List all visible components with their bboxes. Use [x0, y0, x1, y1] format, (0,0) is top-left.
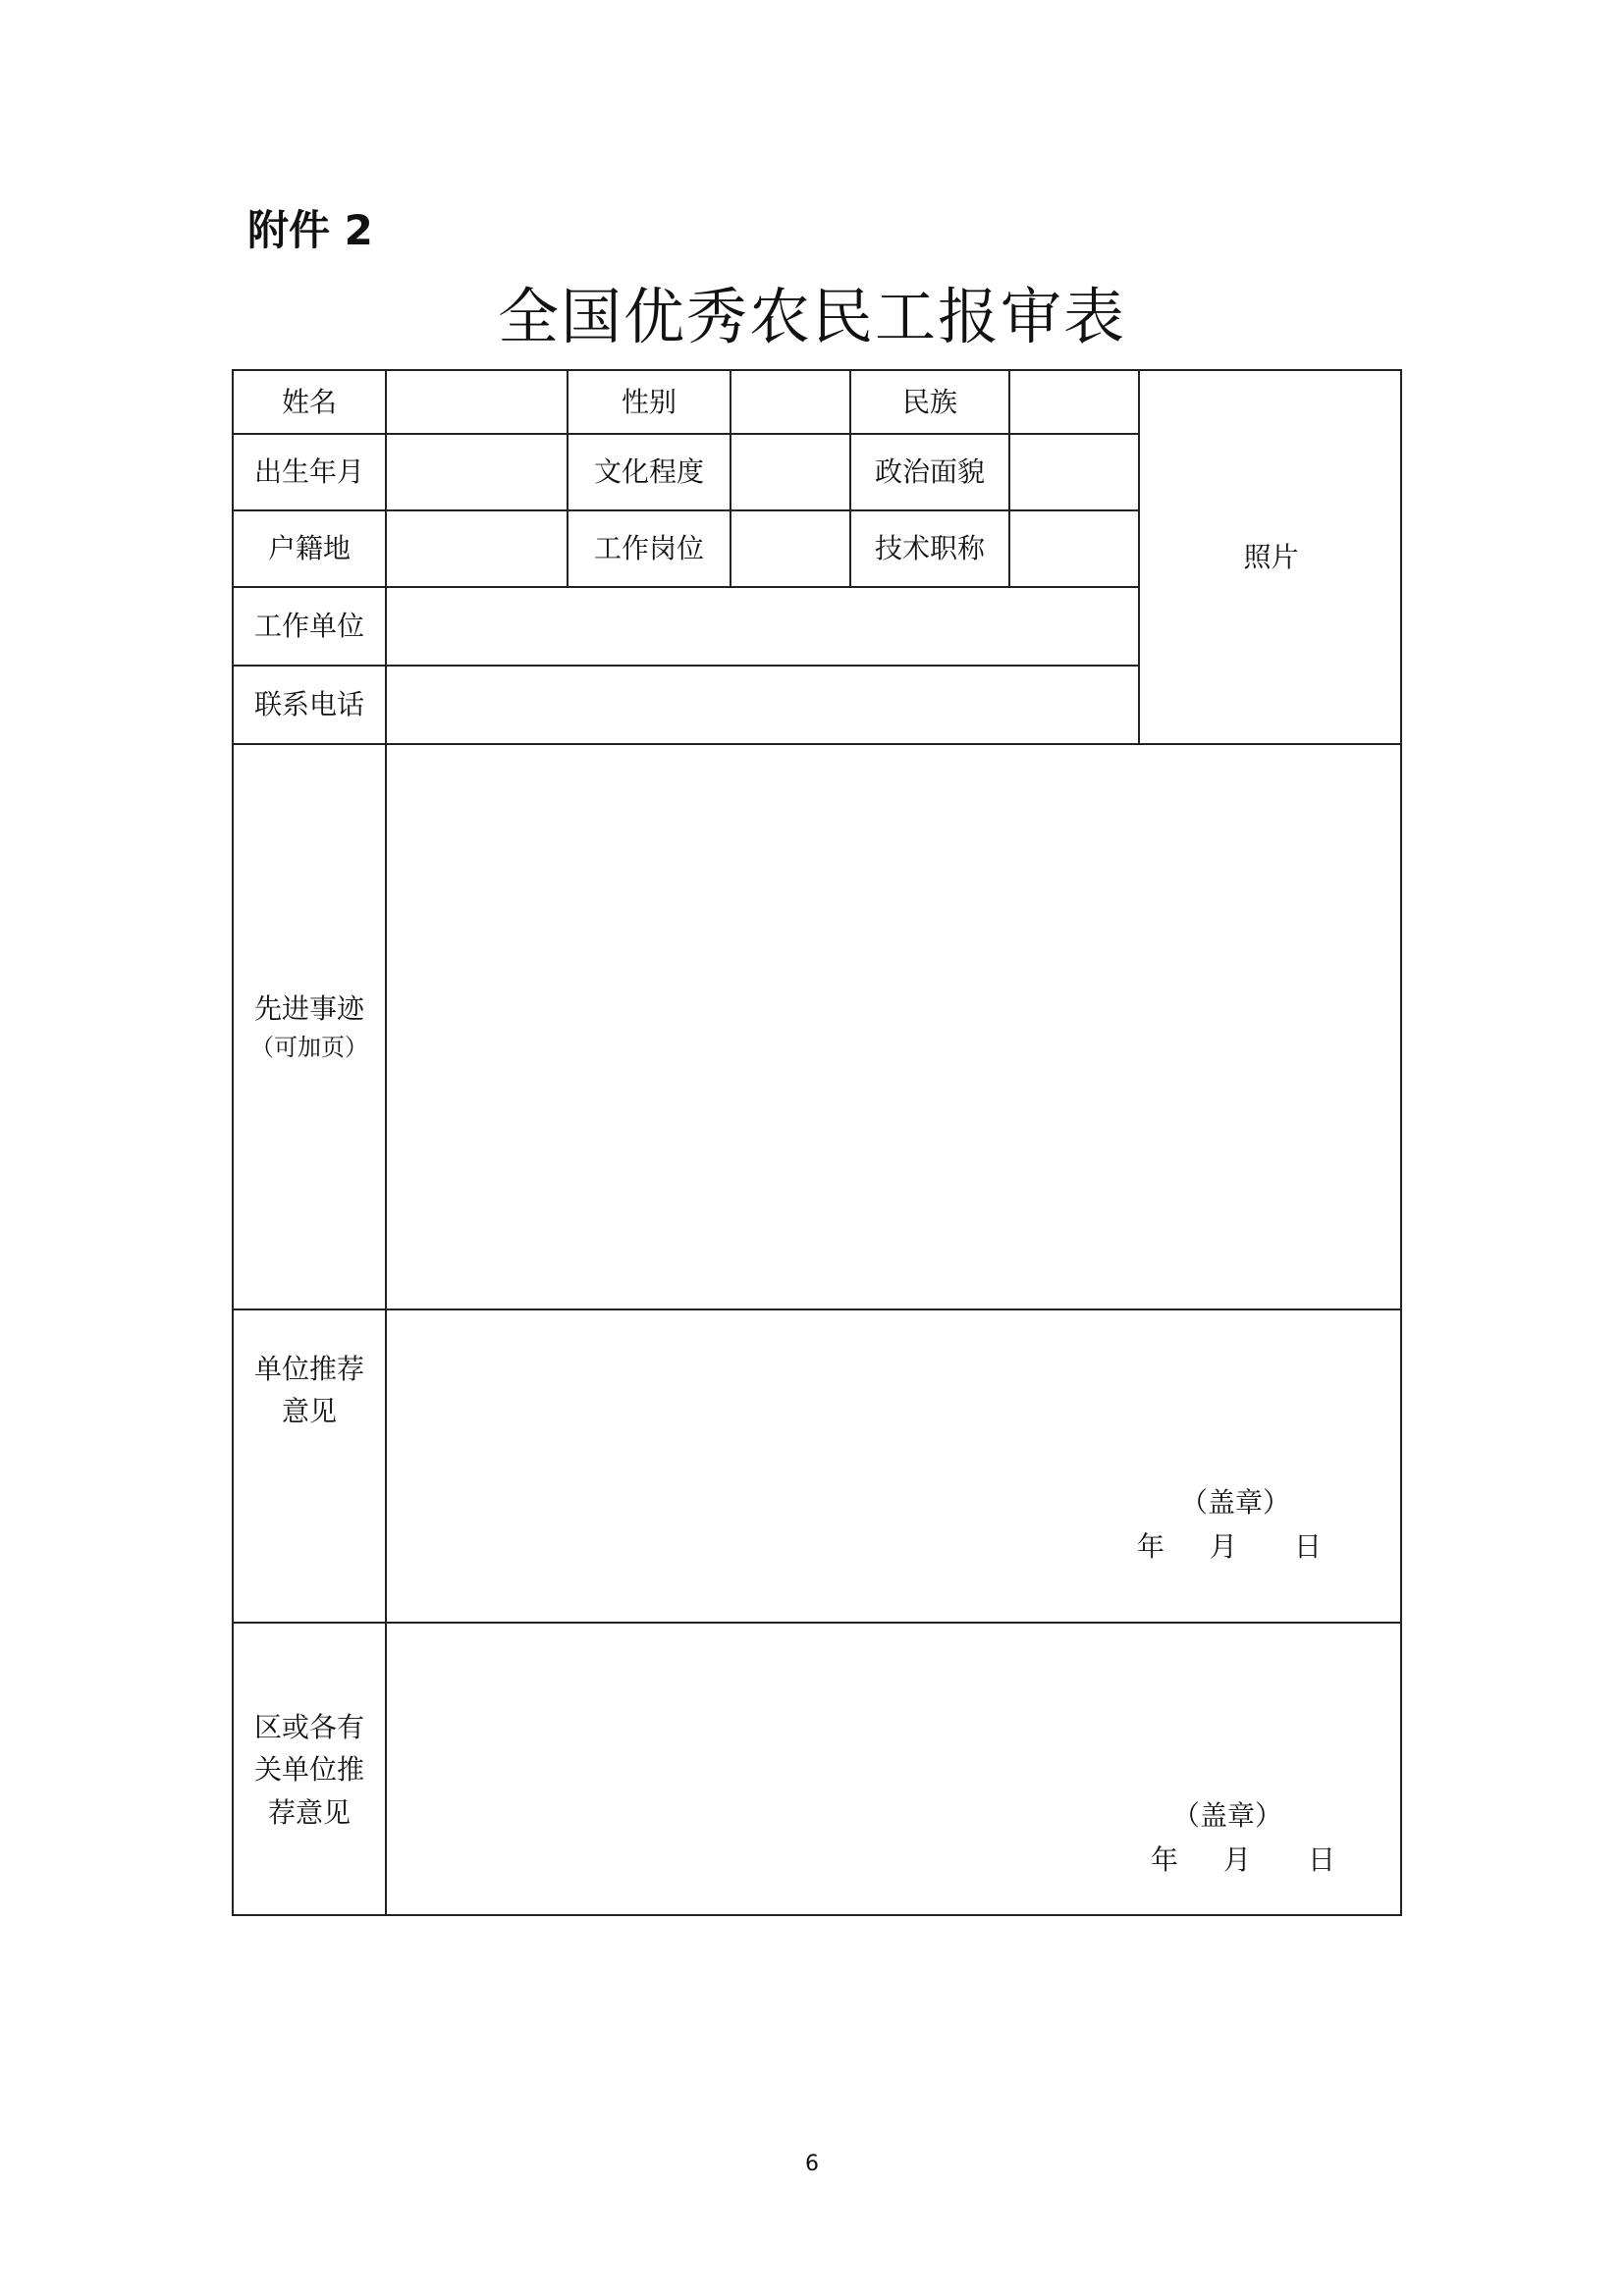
label-tech-title: 技术职称 — [874, 532, 985, 565]
ethnicity-field[interactable] — [1010, 371, 1138, 433]
tech-title-field[interactable] — [1010, 511, 1138, 586]
unit-opinion-field[interactable] — [387, 1310, 1402, 1622]
district-year-label: 年 — [1151, 1843, 1179, 1876]
hukou-field[interactable] — [387, 511, 567, 586]
birth-field[interactable] — [387, 435, 567, 509]
post-field[interactable] — [731, 511, 849, 586]
page-number: 6 — [805, 2152, 819, 2176]
district-seal: （盖章） — [1172, 1799, 1283, 1832]
label-hukou: 户籍地 — [267, 532, 351, 565]
label-name: 姓名 — [281, 385, 337, 418]
deeds-field[interactable] — [387, 745, 1402, 1308]
political-field[interactable] — [1010, 435, 1138, 509]
district-opinion-line-1: 区或各有 — [253, 1710, 364, 1743]
unit-opinion-line-1: 单位推荐 — [253, 1353, 364, 1385]
form-title: 全国优秀农民工报审表 — [497, 281, 1126, 352]
unit-seal: （盖章） — [1180, 1486, 1291, 1519]
unit-month-label: 月 — [1210, 1530, 1238, 1563]
deeds-label: 先进事迹 — [253, 991, 364, 1025]
photo-box[interactable]: 照片 — [1243, 540, 1299, 573]
attachment-label: 附件 2 — [247, 206, 373, 254]
label-employer: 工作单位 — [253, 610, 364, 643]
district-opinion-line-3: 荐意见 — [267, 1795, 351, 1829]
employer-field[interactable] — [387, 588, 1138, 665]
label-deeds — [234, 745, 385, 1308]
unit-day-label: 日 — [1294, 1530, 1323, 1563]
label-ethnicity: 民族 — [901, 385, 957, 418]
unit-year-label: 年 — [1137, 1530, 1165, 1563]
name-field[interactable] — [387, 371, 567, 433]
label-phone: 联系电话 — [253, 688, 364, 721]
district-month-label: 月 — [1223, 1843, 1252, 1876]
label-gender: 性别 — [621, 385, 677, 418]
label-education: 文化程度 — [593, 455, 704, 489]
label-post: 工作岗位 — [593, 532, 704, 565]
district-opinion-line-2: 关单位推 — [253, 1753, 364, 1787]
phone-field[interactable] — [387, 667, 1138, 743]
label-political: 政治面貌 — [874, 455, 985, 489]
deeds-note: （可加页） — [250, 1034, 368, 1062]
district-day-label: 日 — [1308, 1843, 1336, 1876]
label-district-opinion — [234, 1624, 385, 1916]
gender-field[interactable] — [731, 371, 849, 433]
education-field[interactable] — [731, 435, 849, 509]
label-unit-opinion — [234, 1310, 385, 1622]
label-birth: 出生年月 — [253, 455, 364, 489]
unit-opinion-line-2: 意见 — [281, 1395, 337, 1428]
application-form-table — [232, 369, 1402, 1916]
